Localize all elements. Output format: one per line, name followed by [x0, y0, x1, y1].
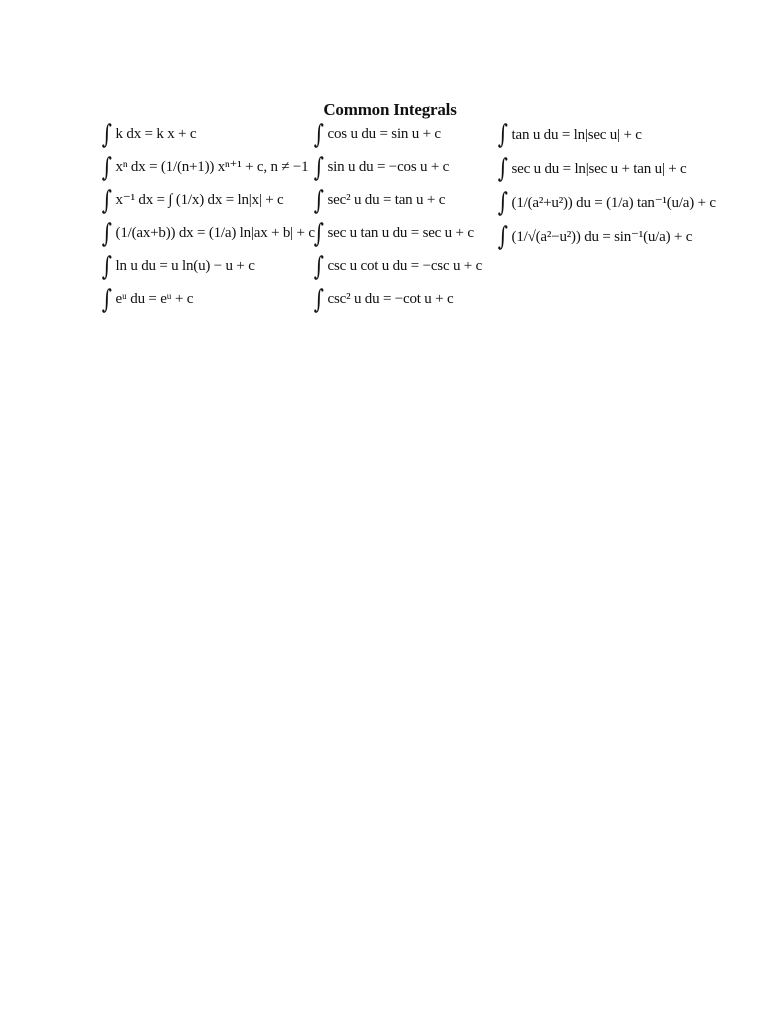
- formula-sec-squared: ∫ sec² u du = tan u + c: [313, 185, 446, 216]
- integral-sign: ∫: [497, 154, 508, 184]
- formula-column-advanced: [496, 118, 716, 254]
- formula-column-trig: [312, 118, 482, 316]
- formula-column-basic: [100, 118, 315, 316]
- integral-sign: ∫: [101, 218, 112, 249]
- integral-sign: ∫: [497, 222, 508, 252]
- formula-natural-log: ∫ ln u du = u ln(u) − u + c: [101, 251, 255, 282]
- integral-sign: ∫: [497, 188, 508, 218]
- integral-sign: ∫: [313, 119, 324, 150]
- formula-arctan: ∫ (1/(a²+u²)) du = (1/a) tan⁻¹(u/a) + c: [497, 188, 716, 218]
- formula-csc-cot: ∫ csc u cot u du = −csc u + c: [313, 251, 483, 282]
- formula-csc-squared: ∫ csc² u du = −cot u + c: [313, 284, 454, 315]
- integral-sign: ∫: [313, 251, 324, 282]
- integral-sign: ∫: [101, 284, 112, 315]
- formula-tan: ∫ tan u du = ln|sec u| + c: [497, 120, 642, 150]
- integral-sign: ∫: [101, 152, 112, 183]
- formula-sin: ∫ sin u du = −cos u + c: [313, 152, 450, 183]
- page-title: Common Integrals: [323, 100, 457, 119]
- formula-cos: ∫ cos u du = sin u + c: [313, 119, 441, 150]
- formula-constant: ∫ k dx = k x + c: [101, 119, 197, 150]
- formula-reciprocal: ∫ x⁻¹ dx = ∫ (1/x) dx = ln|x| + c: [101, 185, 284, 216]
- formula-exponential: ∫ eᵘ du = eᵘ + c: [101, 284, 194, 315]
- integral-sign: ∫: [313, 284, 324, 315]
- integral-sign: ∫: [101, 251, 112, 282]
- integral-sign: ∫: [101, 185, 112, 216]
- formula-power-rule: ∫ xⁿ dx = (1/(n+1)) xⁿ⁺¹ + c, n ≠ −1: [101, 152, 309, 183]
- formula-sec: ∫ sec u du = ln|sec u + tan u| + c: [497, 154, 687, 184]
- integral-sign: ∫: [497, 120, 508, 150]
- formula-arcsin: ∫ (1/√(a²−u²)) du = sin⁻¹(u/a) + c: [497, 222, 693, 252]
- integral-sign: ∫: [101, 119, 112, 150]
- formula-linear-reciprocal: ∫ (1/(ax+b)) dx = (1/a) ln|ax + b| + c: [101, 218, 315, 249]
- integral-sign: ∫: [313, 152, 324, 183]
- integral-sign: ∫: [313, 185, 324, 216]
- formula-sec-tan: ∫ sec u tan u du = sec u + c: [313, 218, 474, 249]
- integral-sign: ∫: [313, 218, 324, 249]
